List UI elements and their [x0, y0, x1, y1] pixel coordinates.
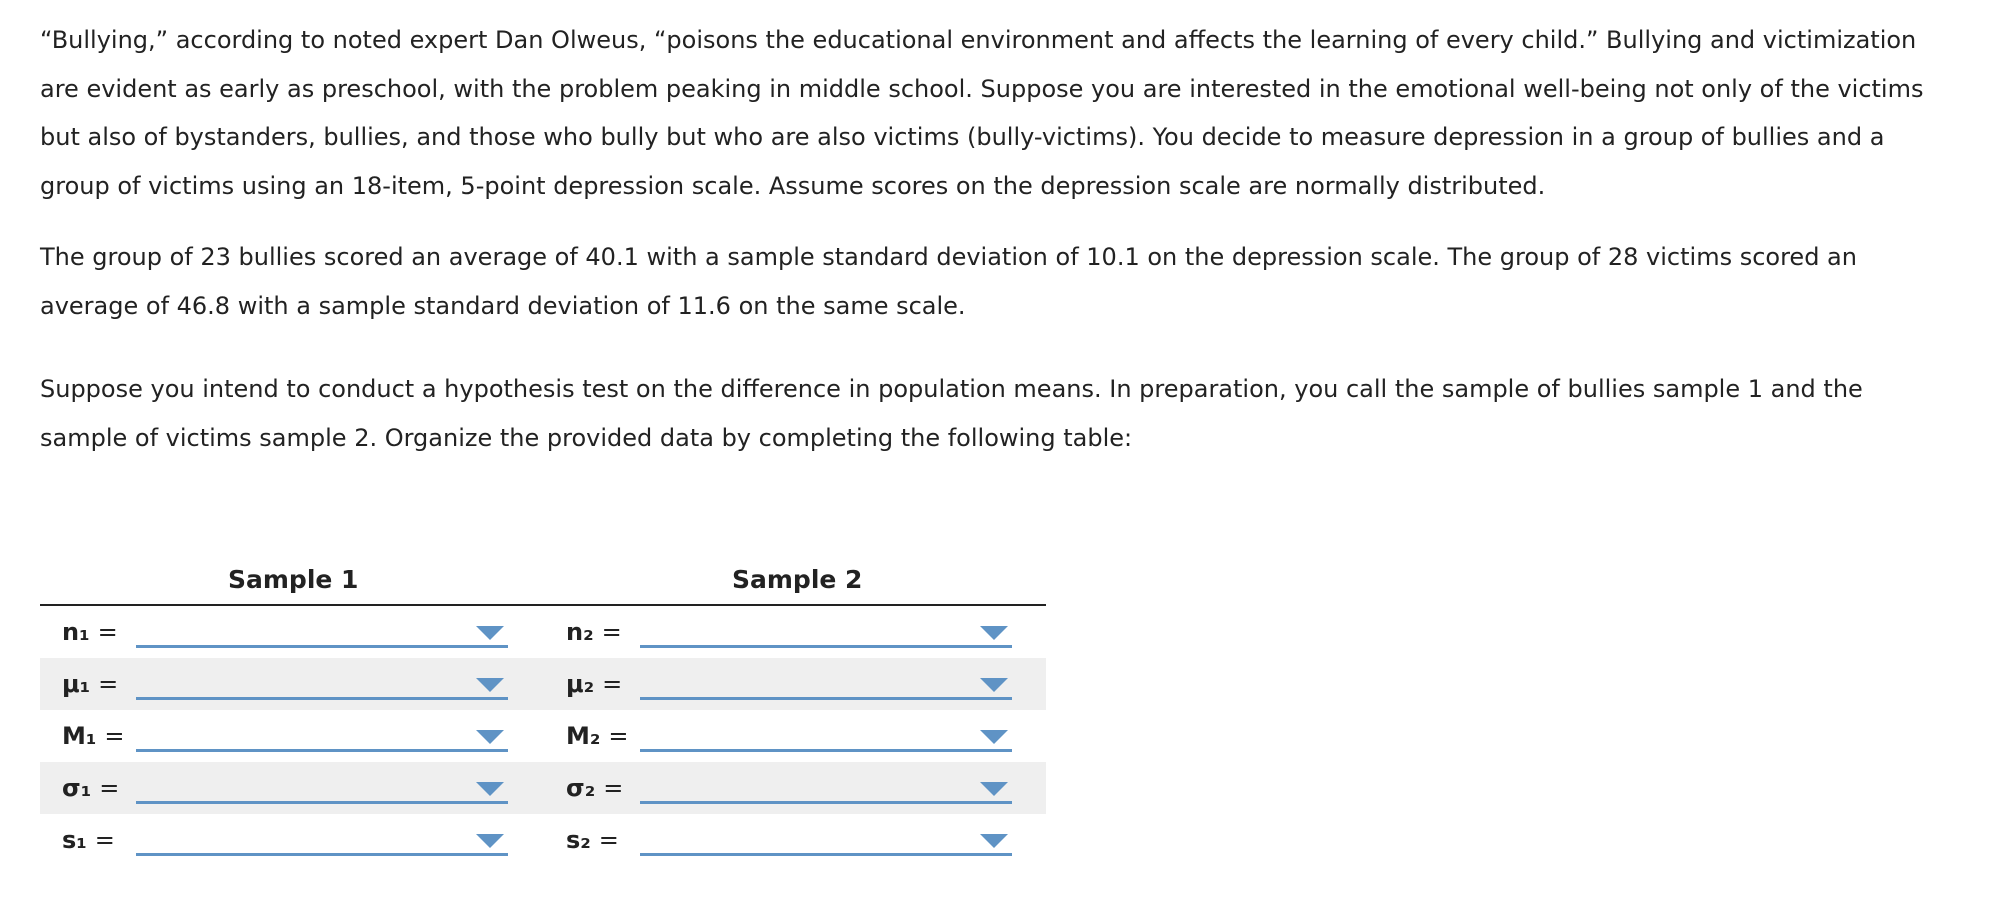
caret-down-icon	[980, 678, 1008, 692]
caret-down-icon	[476, 678, 504, 692]
caret-down-icon	[476, 834, 504, 848]
s1-label	[62, 826, 132, 854]
table-row-sigma	[40, 762, 1046, 814]
mu1-dropdown[interactable]	[136, 668, 508, 700]
caret-down-icon	[476, 730, 504, 744]
equals-sign: =	[602, 670, 623, 698]
equals-sign: =	[601, 618, 622, 646]
mu2-label	[566, 670, 636, 698]
equals-sign: =	[99, 774, 120, 802]
m1-symbol: M₁	[62, 722, 97, 750]
sigma1-label	[62, 774, 132, 802]
m2-dropdown[interactable]	[640, 720, 1012, 752]
caret-down-icon	[476, 782, 504, 796]
equals-sign: =	[608, 722, 629, 750]
question-paragraph-3: Suppose you intend to conduct a hypothesis test on the difference in population means. In preparation, you call the sample of bullies sample 1 and the sample of victims sample 2. Organize the provided data by completing the following table:	[40, 375, 1863, 452]
equals-sign: =	[598, 826, 619, 854]
question-text	[40, 16, 1940, 462]
s2-label	[566, 826, 636, 854]
equals-sign: =	[97, 618, 118, 646]
table-row-s	[40, 814, 1046, 866]
n2-symbol: n₂	[566, 618, 594, 646]
equals-sign: =	[104, 722, 125, 750]
equals-sign: =	[94, 826, 115, 854]
n1-dropdown[interactable]	[136, 616, 508, 648]
n2-dropdown[interactable]	[640, 616, 1012, 648]
n1-symbol: n₁	[62, 618, 90, 646]
sigma2-dropdown[interactable]	[640, 772, 1012, 804]
s2-symbol: s₂	[566, 826, 591, 854]
mu1-label	[62, 670, 132, 698]
m2-symbol: M₂	[566, 722, 601, 750]
caret-down-icon	[476, 626, 504, 640]
table-row-n	[40, 606, 1046, 658]
m1-label	[62, 722, 132, 750]
mu1-symbol: μ₁	[62, 670, 91, 698]
table-row-mu	[40, 658, 1046, 710]
sample-2-header: Sample 2	[732, 565, 863, 594]
caret-down-icon	[980, 626, 1008, 640]
sigma2-label	[566, 774, 636, 802]
m2-label	[566, 722, 636, 750]
sigma1-dropdown[interactable]	[136, 772, 508, 804]
mu2-dropdown[interactable]	[640, 668, 1012, 700]
s1-symbol: s₁	[62, 826, 87, 854]
mu2-symbol: μ₂	[566, 670, 595, 698]
table-row-m	[40, 710, 1046, 762]
sample-data-table	[40, 560, 1046, 866]
n2-label	[566, 618, 636, 646]
sigma2-symbol: σ₂	[566, 774, 596, 802]
equals-sign: =	[603, 774, 624, 802]
n1-label	[62, 618, 132, 646]
caret-down-icon	[980, 834, 1008, 848]
table-header	[40, 560, 1046, 606]
sigma1-symbol: σ₁	[62, 774, 92, 802]
m1-dropdown[interactable]	[136, 720, 508, 752]
s2-dropdown[interactable]	[640, 824, 1012, 856]
sample-1-header: Sample 1	[228, 565, 359, 594]
caret-down-icon	[980, 730, 1008, 744]
question-paragraph-2: The group of 23 bullies scored an average of 40.1 with a sample standard deviation of 10.1 on the depression scale. The group of 28 victims scored an average of 46.8 with a sample standard deviation of 11.6 on the same scale.	[40, 243, 1857, 320]
s1-dropdown[interactable]	[136, 824, 508, 856]
equals-sign: =	[98, 670, 119, 698]
question-paragraph-1: “Bullying,” according to noted expert Dan Olweus, “poisons the educational environment and affects the learning of every child.” Bullying and victimization are evident as early as preschool, with the problem peaking in middle school. Suppose you are interested in the emotional well-being not only of the victims but also of bystanders, bullies, and those who bully but who are also victims (bully-victims). You decide to measure depression in a group of bullies and a group of victims using an 18-item, 5-point depression scale. Assume scores on the depression scale are normally distributed.	[40, 26, 1924, 200]
caret-down-icon	[980, 782, 1008, 796]
